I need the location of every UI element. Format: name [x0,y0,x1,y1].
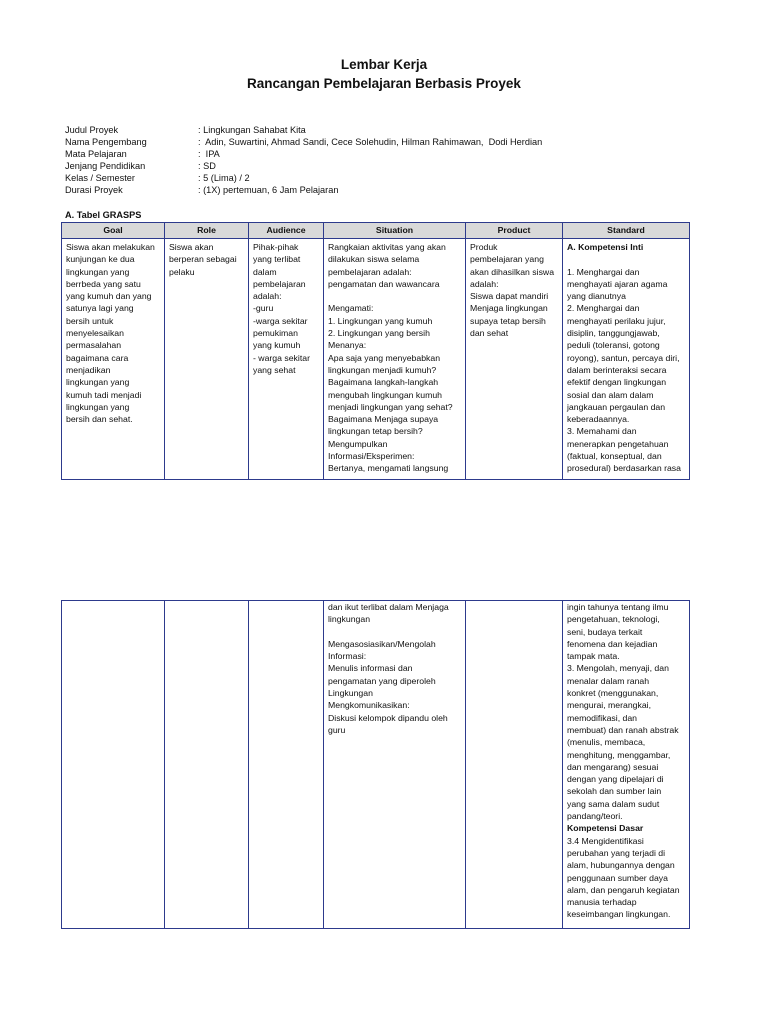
cell-standard-cont [563,601,690,929]
section-title: A. Tabel GRASPS [65,210,142,220]
cell-standard [563,239,690,480]
cell-line: akan dihasilkan siswa [470,266,555,277]
standard-text-kd [567,835,685,921]
table-row [62,601,690,929]
cell-line: bersih dan sehat. [66,414,133,425]
cell-line: Produk [470,242,498,252]
cell-line: fenomena dan kejadian [567,638,658,649]
cell-line: Diskusi kelompok dipandu oleh [328,712,448,723]
grasps-table [61,222,690,480]
cell-product-cont [466,601,563,929]
cell-line: yang dianutnya [567,291,626,302]
meta-row [65,124,542,136]
cell-line: ingin tahunya tentang ilmu [567,602,669,612]
cell-line: pandang/teori. [567,811,623,822]
cell-line: dengan yang dipelajari di [567,774,664,785]
cell-line: alam, hubungannya dengan [567,860,675,871]
cell-line: mengurai, merangkai, [567,700,652,711]
cell-audience-cont [249,601,324,929]
cell-line: lingkungan yang [66,401,130,412]
header-product: Product [466,223,563,239]
cell-line: dan sehat [470,328,509,339]
cell-line: Rangkaian aktivitas yang akan [328,242,446,252]
cell-line: Siswa akan [169,242,214,252]
cell-line: guru [328,724,346,735]
meta-row [65,184,542,196]
cell-role-cont [165,601,249,929]
cell-line: penggunaan sumber daya [567,872,668,883]
cell-line: 1. Lingkungan yang kumuh [328,315,433,326]
cell-line: menalar dalam ranah [567,675,650,686]
cell-line: -warga sekitar [253,315,308,326]
table-header-row [62,223,690,239]
cell-line: dan mengarang) sesuai [567,761,659,772]
cell-line: - warga sekitar [253,352,310,363]
cell-line: Siswa dapat mandiri [470,291,549,302]
cell-line: prosedural) berdasarkan rasa [567,463,681,474]
cell-line: Bagaimana Menjaga supaya [328,414,439,425]
grasps-table-continued [61,600,690,929]
project-metadata [65,124,542,196]
cell-line: pelaku [169,266,195,277]
meta-row [65,160,542,172]
cell-line: manusia terhadap [567,897,637,908]
cell-line: yang kumuh dan yang [66,291,152,302]
cell-product [466,239,563,480]
cell-line: Siswa akan melakukan [66,242,155,252]
meta-label: Kelas / Semester [65,173,135,183]
cell-line: Informasi/Eksperimen: [328,451,415,462]
cell-line: efektif dengan lingkungan [567,377,667,388]
cell-line: menghayati perilaku jujur, [567,315,666,326]
cell-line: Mengamati: [328,303,374,314]
cell-line: Apa saja yang menyebabkan [328,352,441,363]
cell-line: Menanya: [328,340,367,351]
cell-line: Pihak-pihak [253,242,299,252]
cell-line: dilakukan siswa selama [328,254,420,265]
cell-line: yang terlibat [253,254,301,265]
cell-line: lingkungan [328,614,371,625]
cell-line: disiplin, tanggungjawab, [567,328,660,339]
cell-line: Lingkungan [328,688,373,699]
cell-line: 3.4 Mengidentifikasi [567,835,644,846]
cell-line: seni, budaya terkait [567,626,643,637]
cell-role [165,239,249,480]
cell-line: jangkauan pergaulan dan [567,401,666,412]
cell-line: menghayati ajaran agama [567,278,668,289]
cell-line: Mengasosiasikan/Mengolah [328,638,436,649]
cell-line: alam, dan pengaruh kegiatan [567,884,680,895]
meta-value: : Lingkungan Sahabat Kita [198,125,306,135]
cell-line: memodifikasi, dan [567,712,638,723]
cell-line: berperan sebagai [169,254,237,265]
cell-line: dan ikut terlibat dalam Menjaga [328,602,449,612]
cell-line: adalah: [253,291,282,302]
cell-line: dalam berinteraksi secara [567,364,667,375]
cell-line: menjadikan [66,364,111,375]
cell-line: keberadaannya. [567,414,630,425]
cell-line: (menulis, membaca, [567,737,646,748]
cell-audience [249,239,324,480]
cell-line: sosial dan alam dalam [567,389,654,400]
cell-line: pengetahuan, teknologi, [567,614,660,625]
table-row [62,239,690,480]
header-audience: Audience [249,223,324,239]
cell-line: -guru [253,303,274,314]
cell-line: permasalahan [66,340,122,351]
cell-situation [324,239,466,480]
cell-line: konkret (menggunakan, [567,688,659,699]
cell-line: 3. Memahami dan [567,426,637,437]
meta-label: Durasi Proyek [65,185,123,195]
cell-line: pembelajaran adalah: [328,266,412,277]
cell-line: lingkungan yang [66,266,130,277]
meta-row [65,148,542,160]
cell-line: Menulis informasi dan [328,663,413,674]
header-role: Role [165,223,249,239]
cell-line: dalam [253,266,277,277]
cell-line: menyelesaikan [66,328,124,339]
cell-line: Mengumpulkan [328,438,388,449]
meta-row [65,136,542,148]
cell-line: 2. Lingkungan yang bersih [328,328,430,339]
cell-line: perubahan yang terjadi di [567,847,666,858]
cell-line: 2. Menghargai dan [567,303,640,314]
meta-label: Nama Pengembang [65,137,147,147]
cell-line: pembelajaran yang [470,254,544,265]
cell-line: (faktual, konseptual, dan [567,451,662,462]
document-title: Lembar Kerja [340,57,428,72]
cell-line: pengamatan dan wawancara [328,278,440,289]
cell-line: adalah: [470,278,499,289]
cell-line: pengamatan yang diperoleh [328,675,436,686]
cell-line: sekolah dan sumber lain [567,786,662,797]
cell-line: menerapkan pengetahuan [567,438,669,449]
standard-heading: A. Kompetensi Inti [567,242,644,252]
cell-line: berrbeda yang satu [66,278,141,289]
meta-value: : SD [198,161,216,171]
document-subtitle: Rancangan Pembelajaran Berbasis Proyek [247,76,521,91]
cell-line: lingkungan menjadi kumuh? [328,364,437,375]
header-situation: Situation [324,223,466,239]
header-goal: Goal [62,223,165,239]
cell-goal-cont [62,601,165,929]
cell-line: pemukiman [253,328,298,339]
cell-line: membuat) dan ranah abstrak [567,724,679,735]
meta-label: Judul Proyek [65,125,119,135]
cell-line: Bagaimana langkah-langkah [328,377,439,388]
cell-line: lingkungan tetap bersih? [328,426,423,437]
cell-line: supaya tetap bersih [470,315,546,326]
cell-line: royong), santun, percaya diri, [567,352,680,363]
cell-line: 1. Menghargai dan [567,266,640,277]
cell-line: lingkungan yang [66,377,130,388]
cell-line: 3. Mengolah, menyaji, dan [567,663,669,674]
meta-value: : IPA [198,149,220,159]
cell-line: Informasi: [328,651,367,662]
standard-text [567,253,685,474]
cell-line: bersih untuk [66,315,114,326]
cell-line: Bertanya, mengamati langsung [328,463,449,474]
cell-line: keseimbangan lingkungan. [567,909,671,920]
standard-heading-kd: Kompetensi Dasar [567,823,644,834]
standard-text-cont [567,601,685,822]
cell-line [328,290,461,302]
cell-line: menghitung, menggambar, [567,749,671,760]
cell-line: pembelajaran [253,278,306,289]
meta-label: Mata Pelajaran [65,149,127,159]
cell-line: bagaimana cara [66,352,129,363]
cell-line: Menjaga lingkungan [470,303,548,314]
meta-value: : 5 (Lima) / 2 [198,173,250,183]
meta-value: : (1X) pertemuan, 6 Jam Pelajaran [198,185,339,195]
meta-label: Jenjang Pendidikan [65,161,146,171]
cell-line: kumuh tadi menjadi [66,389,142,400]
cell-line: yang kumuh [253,340,301,351]
cell-line: yang sama dalam sudut [567,798,660,809]
header-standard: Standard [563,223,690,239]
cell-line: peduli (toleransi, gotong [567,340,660,351]
cell-line [567,253,685,265]
cell-line [328,626,461,638]
cell-goal [62,239,165,480]
meta-value: : Adin, Suwartini, Ahmad Sandi, Cece Solehudin, Hilman Rahimawan, Dodi Herdian [198,137,543,147]
cell-line: Mengkomunikasikan: [328,700,410,711]
cell-line: tampak mata. [567,651,620,662]
cell-line: mengubah lingkungan kumuh [328,389,442,400]
cell-situation-cont [324,601,466,929]
cell-line: satunya lagi yang [66,303,134,314]
cell-line: yang sehat [253,364,296,375]
cell-line: menjadi lingkungan yang sehat? [328,401,453,412]
meta-row [65,172,542,184]
cell-line: kunjungan ke dua [66,254,135,265]
